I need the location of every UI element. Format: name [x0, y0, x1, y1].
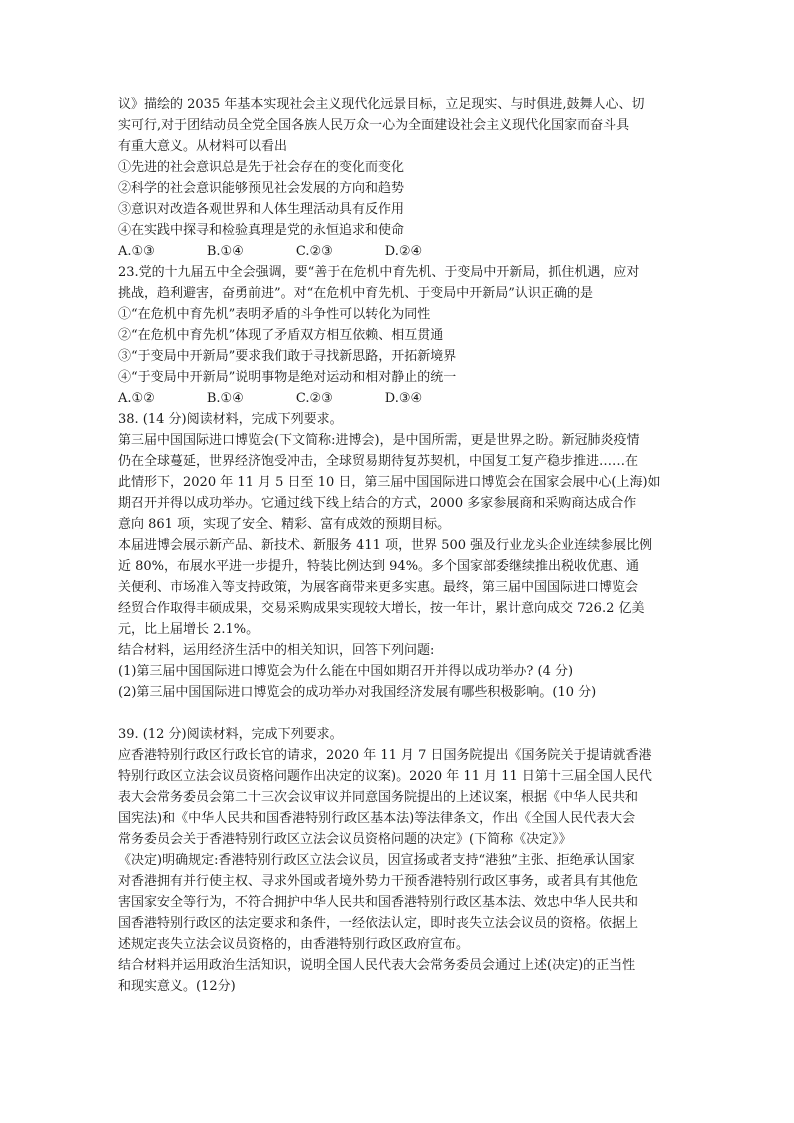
- q39-material-line: 应香港特别行政区行政长官的请求，2020 年 11 月 7 日国务院提出《国务院关于提请就香港: [118, 748, 652, 763]
- q22-choice-a: A.①③: [118, 244, 155, 259]
- q39-material-line: 国宪法)和《中华人民共和国香港特别行政区基本法)等法律条文，作出《全国人民代表大会: [118, 811, 636, 826]
- q38-material-line: 第三届中国国际进口博览会(下文简称:进博会)，是中国所需，更是世界之盼。新冠肺炎疫情: [118, 433, 640, 448]
- q39-material-line: 述规定丧失立法会议员资格的，由香港特别行政区政府宣布。: [118, 937, 470, 952]
- q38-material-line: 经贸合作取得丰硕成果，交易采购成果实现较大增长，按一年计，累计意向成交 726.2 亿美: [118, 601, 645, 616]
- q38-material-line: 元，比上届增长 2.1%。: [118, 622, 260, 637]
- q22-choice-b: B.①④: [206, 244, 244, 259]
- q23-item: ④“于变局中开新局”说明事物是绝对运动和相对静止的统一: [118, 370, 457, 385]
- q23-choice-b: B.①④: [206, 391, 244, 406]
- q39-material-line: 表大会常务委员会第二十三次会议审议并同意国务院提出的上述议案，根据《中华人民共和: [118, 790, 639, 805]
- q22-item: ③意识对改造各观世界和人体生理活动具有反作用: [118, 202, 405, 217]
- question-23: [118, 262, 686, 409]
- question-38: [118, 409, 686, 703]
- q23-choice-c: C.②③: [295, 391, 333, 406]
- q39-heading: 39. (12 分)阅读材料，完成下列要求。: [118, 727, 343, 742]
- q22-choice-c: C.②③: [295, 244, 333, 259]
- q39-material-line: 对香港拥有并行使主权、寻求外国或者境外势力干预香港特别行政区事务，或者具有其他危: [118, 874, 639, 889]
- q39-material-line: 国香港特别行政区的法定要求和条件，一经依法认定，即时丧失立法会议员的资格。依据上: [118, 916, 639, 931]
- q22-choice-d: D.②④: [384, 244, 423, 259]
- section-spacer: [118, 703, 686, 724]
- q38-subquestion-1: (1)第三届中国国际进口博览会为什么能在中国如期召开并得以成功举办? (4 分): [118, 664, 574, 679]
- exam-page: [118, 94, 686, 997]
- q39-material-line: 和现实意义。(12分): [118, 979, 236, 994]
- q22-stem-line: 有重大意义。从材料可以看出: [118, 139, 288, 154]
- q38-material-line: 此情形下，2020 年 11 月 5 日至 10 日，第三届中国国际进口博览会在国家会展中心(上海)如: [118, 475, 661, 490]
- q23-choice-a: A.①②: [118, 391, 155, 406]
- q23-item: ②“在危机中育先机”体现了矛盾双方相互依赖、相互贯通: [118, 328, 444, 343]
- q39-material-line: 结合材料并运用政治生活知识，说明全国人民代表大会常务委员会通过上述(决定)的正当性: [118, 958, 636, 973]
- q22-item: ④在实践中探寻和检验真理是党的永恒追求和使命: [118, 223, 405, 238]
- q38-heading: 38. (14 分)阅读材料，完成下列要求。: [118, 412, 343, 427]
- q39-material-line: 《决定)明确规定:香港特别行政区立法会议员，因宣扬或者支持“港独”主张、拒绝承认国家: [118, 853, 635, 868]
- q23-choices: [118, 388, 686, 409]
- q22-stem-line: 议》描绘的 2035 年基本实现社会主义现代化远景目标，立足现实、与时俱进,鼓舞人心、切: [118, 97, 645, 112]
- q23-item: ①“在危机中育先机”表明矛盾的斗争性可以转化为同性: [118, 307, 431, 322]
- q39-material-line: 害国家安全等行为，不符合拥护中华人民共和国香港特别行政区基本法、效忠中华人民共和: [118, 895, 639, 910]
- q22-choices: [118, 241, 686, 262]
- question-39: [118, 724, 686, 997]
- q38-material-line: 近 80%，布展水平进一步提升，特装比例达到 94%。多个国家部委继续推出税收优惠、通: [118, 559, 640, 574]
- q38-material-line: 仍在全球蔓延，世界经济饱受冲击，全球贸易期待复苏契机，中国复工复产稳步推进……在: [118, 454, 639, 469]
- q38-material-line: 期召开并得以成功举办。它通过线下线上结合的方式，2000 多家参展商和采购商达成合作: [118, 496, 637, 511]
- q22-stem-line: 实可行,对于团结动员全党全国各族人民万众一心为全面建设社会主义现代化国家而奋斗具: [118, 118, 630, 133]
- q38-material-line: 结合材料，运用经济生活中的相关知识，回答下列问题:: [118, 643, 435, 658]
- q23-stem-line: 23.党的十九届五中全会强调，要“善于在危机中育先机、于变局中开新局，抓住机遇，应对: [118, 265, 640, 280]
- q23-choice-d: D.③④: [384, 391, 423, 406]
- q23-item: ③“于变局中开新局”要求我们敢于寻找新思路，开拓新境界: [118, 349, 457, 364]
- q38-material-line: 意向 861 项，实现了安全、精彩、富有成效的预期目标。: [118, 517, 451, 532]
- q38-material-line: 本届进博会展示新产品、新技术、新服务 411 项，世界 500 强及行业龙头企业连续参展比例: [118, 538, 653, 553]
- q39-material-line: 常务委员会关于香港特别行政区立法会议员资格问题的决定》(下简称《决定》》: [118, 832, 572, 847]
- q22-item: ②科学的社会意识能够预见社会发展的方向和趋势: [118, 181, 405, 196]
- q38-material-line: 关便利、市场准入等支持政策，为展客商带来更多实惠。最终，第三届中国国际进口博览会: [118, 580, 639, 595]
- question-22: [118, 94, 686, 262]
- q22-item: ①先进的社会意识总是先于社会存在的变化而变化: [118, 160, 405, 175]
- q38-subquestion-2: (2)第三届中国国际进口博览会的成功举办对我国经济发展有哪些积极影响。(10 分): [118, 685, 597, 700]
- q23-stem-line: 挑战，趋利避害，奋勇前进”。对“在危机中育先机、于变局中开新局”认识正确的是: [118, 286, 593, 301]
- q39-material-line: 特别行政区立法会议员资格问题作出决定的议案)。2020 年 11 月 11 日第十三届全国人民代: [118, 769, 652, 784]
